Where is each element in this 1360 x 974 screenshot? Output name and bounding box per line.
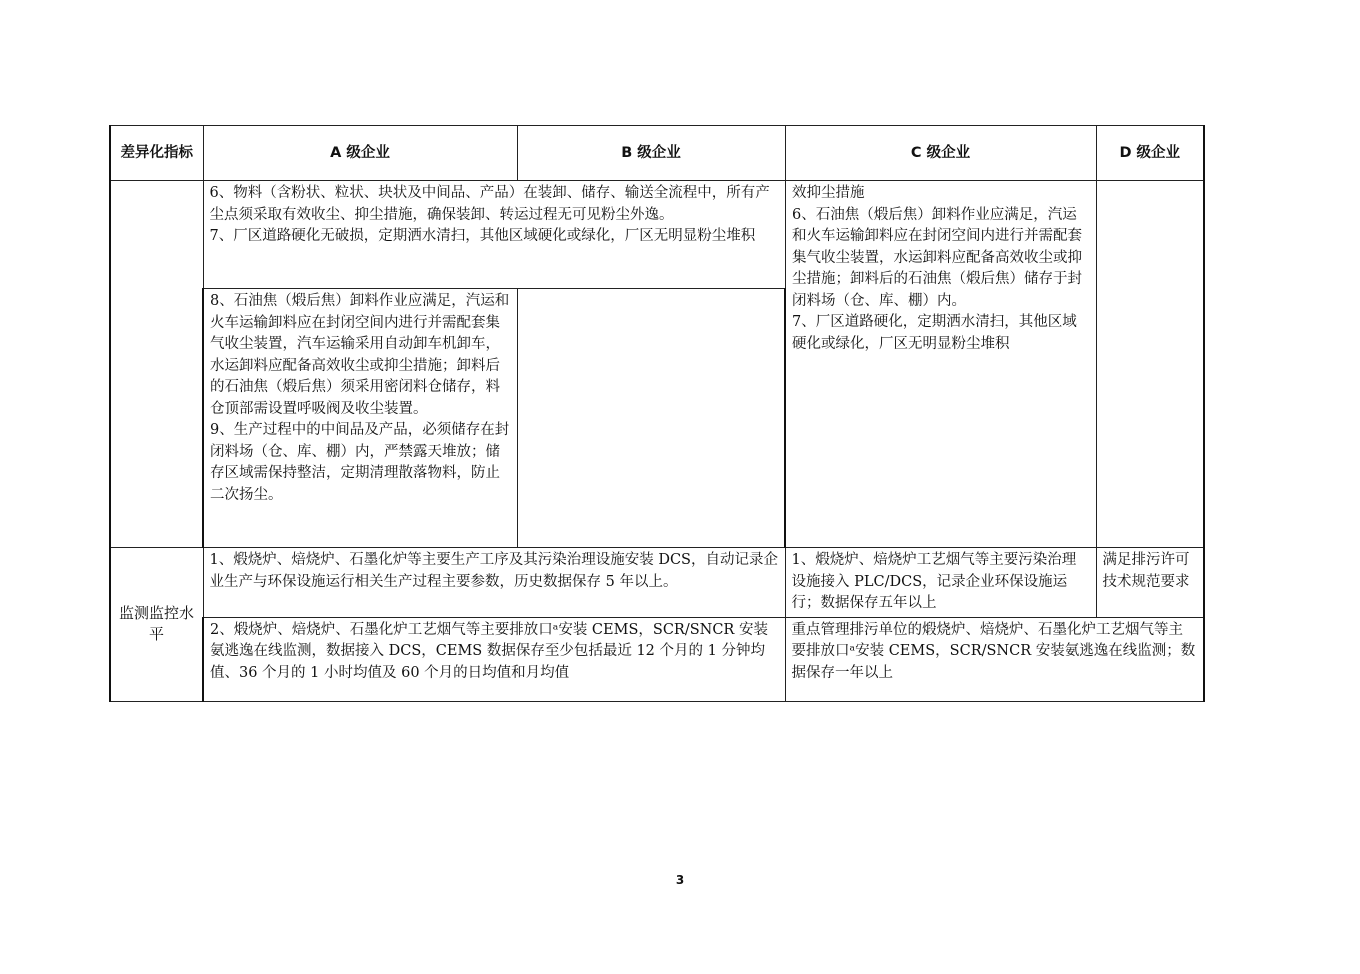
page-number: 3 [675, 873, 685, 887]
ab-dust-items-6-7: 6、物料（含粉状、粒状、块状及中间品、产品）在装卸、储存、输送全流程中，所有产尘点须采取有效收尘、抑尘措施，确保装卸、转运过程无可见粉尘外逸。 7、厂区道路硬化无破损，定期洒水清扫，其他区域硬化或绿化，厂区无明显粉尘堆积 [203, 181, 785, 289]
cd-monitoring-item-2: 重点管理排污单位的煅烧炉、焙烧炉、石墨化炉工艺烟气等主要排放口ᵃ安装 CEMS，SCR/SNCR 安装氨逃逸在线监测；数据保存一年以上 [785, 617, 1204, 701]
table-header-row [110, 126, 1204, 181]
grade-requirements-table [109, 125, 1205, 702]
header-grade-b: B 级企业 [517, 126, 785, 181]
header-grade-a: A 级企业 [203, 126, 517, 181]
header-indicator: 差异化指标 [110, 126, 203, 181]
dust-indicator-cell [110, 181, 203, 548]
c-dust-items: 效抑尘措施 6、石油焦（煅后焦）卸料作业应满足，汽运和火车运输卸料应在封闭空间内进行并需配套集气收尘装置，水运卸料应配备高效收尘或抑尘措施；卸料后的石油焦（煅后焦）储存于封闭料场（仓、库、棚）内。 7、厂区道路硬化，定期洒水清扫，其他区域硬化或绿化，厂区无明显粉尘堆积 [785, 181, 1096, 548]
table-row [110, 548, 1204, 618]
d-monitoring-item-1: 满足排污许可技术规范要求 [1096, 548, 1204, 618]
a-dust-items-8-9: 8、石油焦（煅后焦）卸料作业应满足，汽运和火车运输卸料应在封闭空间内进行并需配套集气收尘装置，汽车运输采用自动卸车机卸车，水运卸料应配备高效收尘或抑尘措施；卸料后的石油焦（煅后焦）须采用密闭料仓储存，料仓顶部需设置呼吸阀及收尘装置。 9、生产过程中的中间品及产品，必须储存在封闭料场（仓、库、棚）内，严禁露天堆放；储存区域需保持整洁，定期清理散落物料，防止二次扬尘。 [203, 289, 517, 548]
header-grade-d: D 级企业 [1096, 126, 1204, 181]
header-grade-c: C 级企业 [785, 126, 1096, 181]
monitoring-label: 监测监控水平 [110, 548, 203, 702]
table-row [110, 617, 1204, 701]
ab-monitoring-item-2: 2、煅烧炉、焙烧炉、石墨化炉工艺烟气等主要排放口ᵃ安装 CEMS，SCR/SNCR 安装氨逃逸在线监测，数据接入 DCS，CEMS 数据保存至少包括最近 12 个月的 1 分钟均值、36 个月的 1 小时均值及 60 个月的日均值和月均值 [203, 617, 785, 701]
d-dust-items [1096, 181, 1204, 548]
ab-monitoring-item-1: 1、煅烧炉、焙烧炉、石墨化炉等主要生产工序及其污染治理设施安装 DCS，自动记录企业生产与环保设施运行相关生产过程主要参数，历史数据保存 5 年以上。 [203, 548, 785, 618]
c-monitoring-item-1: 1、煅烧炉、焙烧炉工艺烟气等主要污染治理设施接入 PLC/DCS，记录企业环保设施运行；数据保存五年以上 [785, 548, 1096, 618]
table-row [110, 181, 1204, 289]
b-dust-items-8-9 [517, 289, 785, 548]
